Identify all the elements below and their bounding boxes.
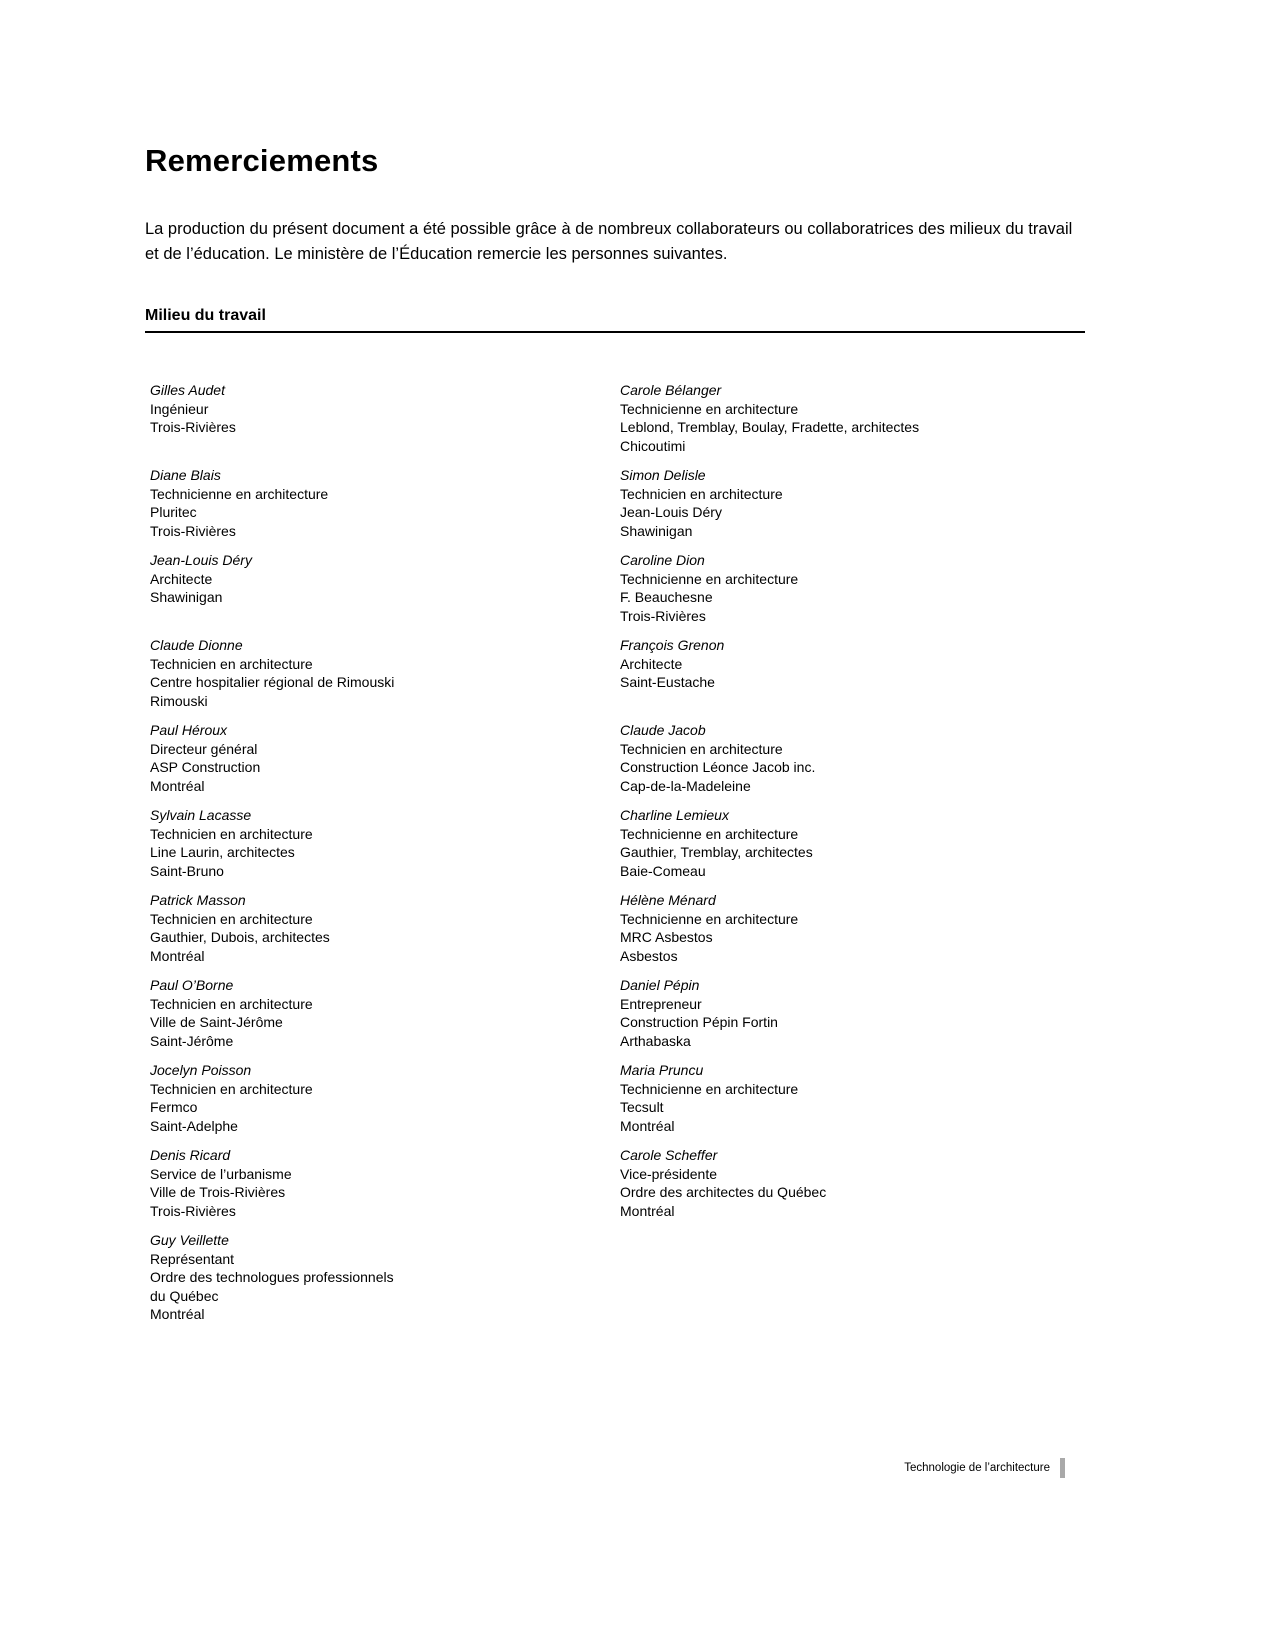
footer-bar xyxy=(1060,1458,1065,1478)
person-detail-line: Shawinigan xyxy=(620,522,693,539)
person-detail-line: Asbestos xyxy=(620,947,678,964)
person-entry xyxy=(615,636,1085,710)
person-detail-line: Technicien en architecture xyxy=(150,910,313,927)
person-detail-line: Baie-Comeau xyxy=(620,862,706,879)
person-detail-line: Trois-Rivières xyxy=(150,522,236,539)
person-entry xyxy=(145,806,615,880)
person-entry xyxy=(615,891,1085,965)
person-name: Claude Dionne xyxy=(150,637,243,653)
person-detail-line: Cap-de-la-Madeleine xyxy=(620,777,751,794)
person-detail-line: Rimouski xyxy=(150,692,208,709)
person-detail-line: Technicienne en architecture xyxy=(150,485,329,502)
page-footer xyxy=(145,1458,1085,1478)
person-entry xyxy=(615,466,1085,540)
acknowledgement-rows xyxy=(145,381,1085,1324)
person-detail-line: Architecte xyxy=(620,655,683,672)
acknowledgement-row xyxy=(145,636,1085,710)
person-entry xyxy=(145,1231,615,1324)
person-name: Paul Héroux xyxy=(150,722,228,738)
person-name: François Grenon xyxy=(620,637,725,653)
person-detail-line: Entrepreneur xyxy=(620,995,702,1012)
person-entry xyxy=(145,636,615,710)
person-detail-line: Tecsult xyxy=(620,1099,664,1115)
acknowledgement-row xyxy=(145,976,1085,1050)
person-detail-line: F. Beauchesne xyxy=(620,589,713,605)
person-name: Paul O’Borne xyxy=(150,977,234,993)
person-detail-line: ASP Construction xyxy=(150,759,261,775)
person-detail-line: Chicoutimi xyxy=(620,437,686,454)
person-detail-line: Pluritec xyxy=(150,504,197,520)
person-entry xyxy=(145,976,615,1050)
person-name: Patrick Masson xyxy=(150,892,246,908)
person-detail-line: Ville de Saint-Jérôme xyxy=(150,1014,283,1030)
section-heading: Milieu du travail xyxy=(145,307,1085,333)
person-entry xyxy=(145,1146,615,1220)
person-detail-line: Trois-Rivières xyxy=(150,419,236,435)
person-detail-line: du Québec xyxy=(150,1287,219,1304)
person-detail-line: Montréal xyxy=(620,1117,675,1134)
person-detail-line: Technicienne en architecture xyxy=(620,1080,799,1097)
person-entry xyxy=(145,891,615,965)
person-detail-line: Gauthier, Tremblay, architectes xyxy=(620,844,813,860)
acknowledgement-row xyxy=(145,891,1085,965)
person-detail-line: Arthabaska xyxy=(620,1032,691,1049)
person-detail-line: Saint-Jérôme xyxy=(150,1032,234,1049)
acknowledgement-row xyxy=(145,551,1085,625)
person-name: Daniel Pépin xyxy=(620,977,700,993)
acknowledgement-row xyxy=(145,806,1085,880)
person-entry xyxy=(615,1146,1085,1220)
person-entry xyxy=(145,721,615,795)
person-name: Denis Ricard xyxy=(150,1147,231,1163)
person-detail-line: Montréal xyxy=(620,1202,675,1219)
person-detail-line: Technicien en architecture xyxy=(150,1080,313,1097)
person-detail-line: Architecte xyxy=(150,570,213,587)
person-entry xyxy=(615,551,1085,625)
person-detail-line: Saint-Bruno xyxy=(150,862,224,879)
acknowledgement-row xyxy=(145,1061,1085,1135)
person-detail-line: Line Laurin, architectes xyxy=(150,844,295,860)
person-name: Sylvain Lacasse xyxy=(150,807,252,823)
person-name: Jocelyn Poisson xyxy=(150,1062,252,1078)
person-detail-line: Trois-Rivières xyxy=(150,1202,236,1219)
person-detail-line: Leblond, Tremblay, Boulay, Fradette, architectes xyxy=(620,419,920,435)
person-entry xyxy=(615,806,1085,880)
person-detail-line: Construction Pépin Fortin xyxy=(620,1014,778,1030)
person-name: Simon Delisle xyxy=(620,467,706,483)
person-detail-line: Montréal xyxy=(150,777,205,794)
person-entry xyxy=(615,1061,1085,1135)
person-entry xyxy=(615,381,1085,455)
person-name: Guy Veillette xyxy=(150,1232,229,1248)
person-detail-line: Technicienne en architecture xyxy=(620,825,799,842)
person-name: Diane Blais xyxy=(150,467,221,483)
person-name: Gilles Audet xyxy=(150,382,225,398)
acknowledgement-row xyxy=(145,466,1085,540)
person-detail-line: Saint-Eustache xyxy=(620,674,715,690)
person-detail-line: Technicienne en architecture xyxy=(620,910,799,927)
person-detail-line: MRC Asbestos xyxy=(620,929,713,945)
footer-text: Technologie de l’architecture xyxy=(904,1462,1050,1474)
acknowledgement-row xyxy=(145,1146,1085,1220)
person-detail-line: Technicien en architecture xyxy=(150,995,313,1012)
acknowledgement-row xyxy=(145,1231,1085,1324)
person-detail-line: Centre hospitalier régional de Rimouski xyxy=(150,674,395,690)
person-entry xyxy=(615,976,1085,1050)
person-detail-line: Gauthier, Dubois, architectes xyxy=(150,929,330,945)
person-name: Hélène Ménard xyxy=(620,892,716,908)
person-detail-line: Représentant xyxy=(150,1250,235,1267)
person-entry xyxy=(145,381,615,455)
person-detail-line: Ordre des architectes du Québec xyxy=(620,1184,827,1200)
person-name: Carole Bélanger xyxy=(620,382,722,398)
person-detail-line: Montréal xyxy=(150,947,205,964)
person-detail-line: Technicien en architecture xyxy=(150,825,313,842)
person-detail-line: Technicien en architecture xyxy=(620,740,783,757)
person-name: Caroline Dion xyxy=(620,552,705,568)
person-name: Maria Pruncu xyxy=(620,1062,704,1078)
person-detail-line: Technicien en architecture xyxy=(150,655,313,672)
person-detail-line: Jean-Louis Déry xyxy=(620,504,722,520)
person-detail-line: Service de l’urbanisme xyxy=(150,1165,292,1182)
person-name: Charline Lemieux xyxy=(620,807,729,823)
person-detail-line: Technicienne en architecture xyxy=(620,400,799,417)
person-name: Jean-Louis Déry xyxy=(150,552,252,568)
person-entry xyxy=(615,1231,1085,1324)
person-detail-line: Trois-Rivières xyxy=(620,607,706,624)
person-detail-line: Directeur général xyxy=(150,740,258,757)
person-detail-line: Ville de Trois-Rivières xyxy=(150,1184,286,1200)
person-detail-line: Technicien en architecture xyxy=(620,485,783,502)
person-detail-line: Montréal xyxy=(150,1306,205,1322)
person-entry xyxy=(615,721,1085,795)
person-detail-line: Ingénieur xyxy=(150,400,209,417)
acknowledgement-row xyxy=(145,381,1085,455)
person-detail-line: Fermco xyxy=(150,1099,198,1115)
person-detail-line: Technicienne en architecture xyxy=(620,570,799,587)
person-entry xyxy=(145,1061,615,1135)
person-name: Carole Scheffer xyxy=(620,1147,718,1163)
person-detail-line: Ordre des technologues professionnels xyxy=(150,1269,394,1285)
person-name: Claude Jacob xyxy=(620,722,706,738)
person-detail-line: Shawinigan xyxy=(150,589,223,605)
person-detail-line: Saint-Adelphe xyxy=(150,1117,238,1134)
person-detail-line: Construction Léonce Jacob inc. xyxy=(620,759,816,775)
person-detail-line: Vice-présidente xyxy=(620,1165,718,1182)
person-entry xyxy=(145,466,615,540)
person-entry xyxy=(145,551,615,625)
intro-paragraph: La production du présent document a été possible grâce à de nombreux collaborateurs ou collaboratrices des milieux du travail et de l’éducation. Le ministère de l’Éducation remercie les personnes suivantes. xyxy=(145,220,1073,263)
page-title: Remerciements xyxy=(145,143,379,178)
acknowledgement-row xyxy=(145,721,1085,795)
